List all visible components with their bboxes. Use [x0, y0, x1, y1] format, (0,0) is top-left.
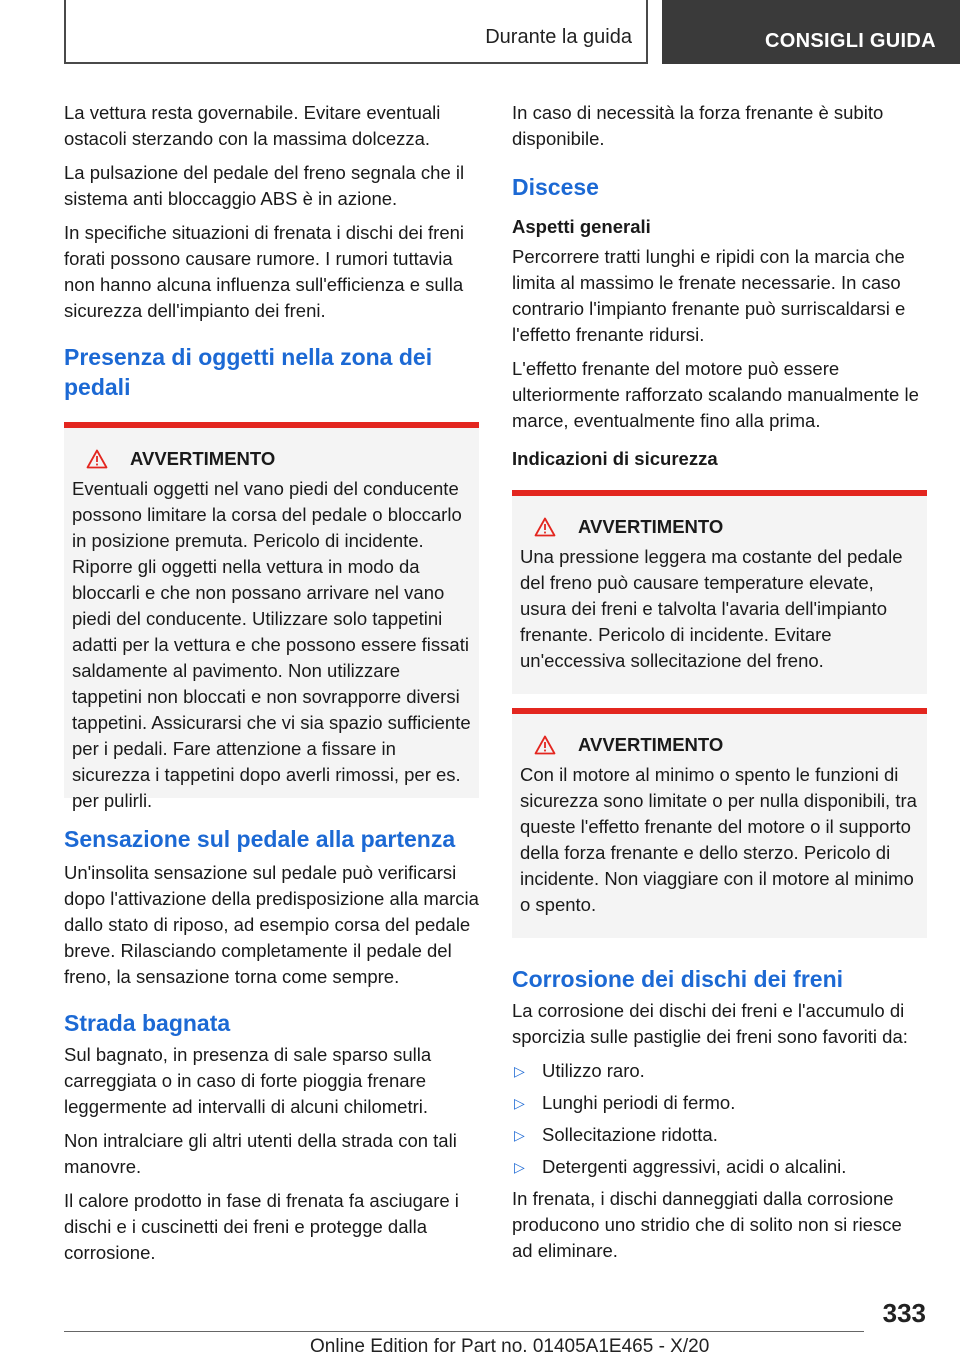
paragraph: La pulsazione del pedale del freno segnala che il sistema anti bloccaggio ABS è in azione. [64, 162, 465, 209]
paragraph: In specifiche situazioni di frenata i dischi dei freni forati possono causare rumore. I rumori tuttavia non hanno alcuna influenza sull'efficienza e sulla sicurezza dell'impianto dei freni. [64, 222, 465, 321]
list-item: ▷ Lunghi periodi di fermo. [512, 1090, 927, 1116]
triangle-bullet-icon: ▷ [514, 1159, 525, 1175]
warning-title: AVVERTIMENTO [578, 734, 724, 755]
warning-text: Con il motore al minimo o spento le funzioni di sicurezza sono limitate o per nulla disponibili, tra queste l'effetto frenante del motore o il supporto della forza frenante e dello sterzo. Pericolo di incidente. Non viaggiare con il motore al minimo o spento. [520, 764, 917, 915]
bullet-list [512, 1058, 927, 1180]
triangle-bullet-icon: ▷ [514, 1063, 525, 1079]
warning-text: Eventuali oggetti nel vano piedi del conducente possono limitare la corsa del pedale o bloccarlo in posizione premuta. Pericolo di incidente. Riporre gli oggetti nella vettura in modo da bloccarli e che non possano arrivare nel vano piedi del conducente. Utilizzare solo tappetini adatti per la vettura e che possono essere fissati saldamente al pavimento. Non utilizzare tappetini non bloccati e non sovrapporre diversi tappetini. Assicurarsi che vi sia spazio sufficiente per i pedali. Fare attenzione a fissare in sicurezza i tappetini dopo averli rimossi, per es. per pulirli. [72, 478, 471, 811]
heading-aspetti: Aspetti generali [512, 216, 651, 237]
warning-box [512, 708, 927, 938]
heading-sensazione: Sensazione sul pedale alla partenza [64, 826, 456, 852]
list-item: ▷ Sollecitazione ridotta. [512, 1122, 927, 1148]
warning-text: Una pressione leggera ma costante del pedale del freno può causare temperature elevate, usura dei freni e talvolta l'avaria dell'impianto frenante. Pericolo di incidente. Evitare un'eccessiva sollecitazione del freno. [520, 546, 903, 671]
warning-title: AVVERTIMENTO [578, 516, 724, 537]
warning-title: AVVERTIMENTO [130, 448, 276, 469]
heading-sicurezza: Indicazioni di sicurezza [512, 448, 718, 469]
paragraph: Percorrere tratti lunghi e ripidi con la marcia che limita al massimo le frenate necessarie. In caso contrario l'impianto frenante può surriscaldarsi e l'effetto frenante ridursi. [512, 246, 906, 345]
list-item: ▷ Detergenti aggressivi, acidi o alcalini. [512, 1154, 927, 1180]
right-column [512, 100, 927, 1272]
warning-header [520, 516, 919, 538]
paragraph: In frenata, i dischi danneggiati dalla corrosione producono uno stridio che di solito non si riesce ad eliminare. [512, 1188, 902, 1261]
paragraph: Sul bagnato, in presenza di sale sparso sulla carreggiata o in caso di forte pioggia frenare leggermente ad intervalli di alcuni chilometri. [64, 1044, 432, 1117]
header-section: Durante la guida [485, 26, 632, 48]
triangle-bullet-icon: ▷ [514, 1127, 525, 1143]
paragraph: La corrosione dei dischi dei freni e l'accumulo di sporcizia sulle pastiglie dei freni sono favoriti da: [512, 1000, 908, 1047]
paragraph: La vettura resta governabile. Evitare eventuali ostacoli sterzando con la massima dolcezza. [64, 102, 441, 149]
paragraph: In caso di necessità la forza frenante è subito disponibile. [512, 102, 884, 149]
footer-edition: Online Edition for Part no. 01405A1E465 - X/20 [310, 1336, 710, 1357]
page-number: 333 [882, 1298, 926, 1328]
heading-discese: Discese [512, 174, 599, 200]
triangle-bullet-icon: ▷ [514, 1095, 525, 1111]
warning-header [520, 734, 919, 756]
warning-triangle-icon [534, 735, 556, 755]
paragraph: Il calore prodotto in fase di frenata fa asciugare i dischi e i cuscinetti dei freni e protegge dalla corrosione. [64, 1190, 459, 1263]
warning-header [72, 448, 471, 470]
left-column [64, 100, 479, 1274]
warning-box [512, 490, 927, 694]
heading-pedali: Presenza di oggetti nella zona dei pedali [64, 344, 433, 400]
warning-triangle-icon [534, 517, 556, 537]
list-item: ▷ Utilizzo raro. [512, 1058, 927, 1084]
paragraph: L'effetto frenante del motore può essere ulteriormente rafforzato scalando manualmente le marce, eventualmente fino alla prima. [512, 358, 919, 431]
warning-box [64, 422, 479, 811]
warning-triangle-icon [86, 449, 108, 469]
paragraph: Non intralciare gli altri utenti della strada con tali manovre. [64, 1130, 457, 1177]
header-chapter: CONSIGLI GUIDA [662, 0, 960, 64]
heading-strada: Strada bagnata [64, 1010, 231, 1036]
footer-divider [64, 1331, 864, 1332]
heading-corrosione: Corrosione dei dischi dei freni [512, 966, 844, 992]
paragraph: Un'insolita sensazione sul pedale può verificarsi dopo l'attivazione della predisposizione alla marcia dallo stato di riposo, ad esempio corsa del pedale breve. Rilasciando completamente il pedale del freno, la sensazione torna come sempre. [64, 862, 479, 987]
